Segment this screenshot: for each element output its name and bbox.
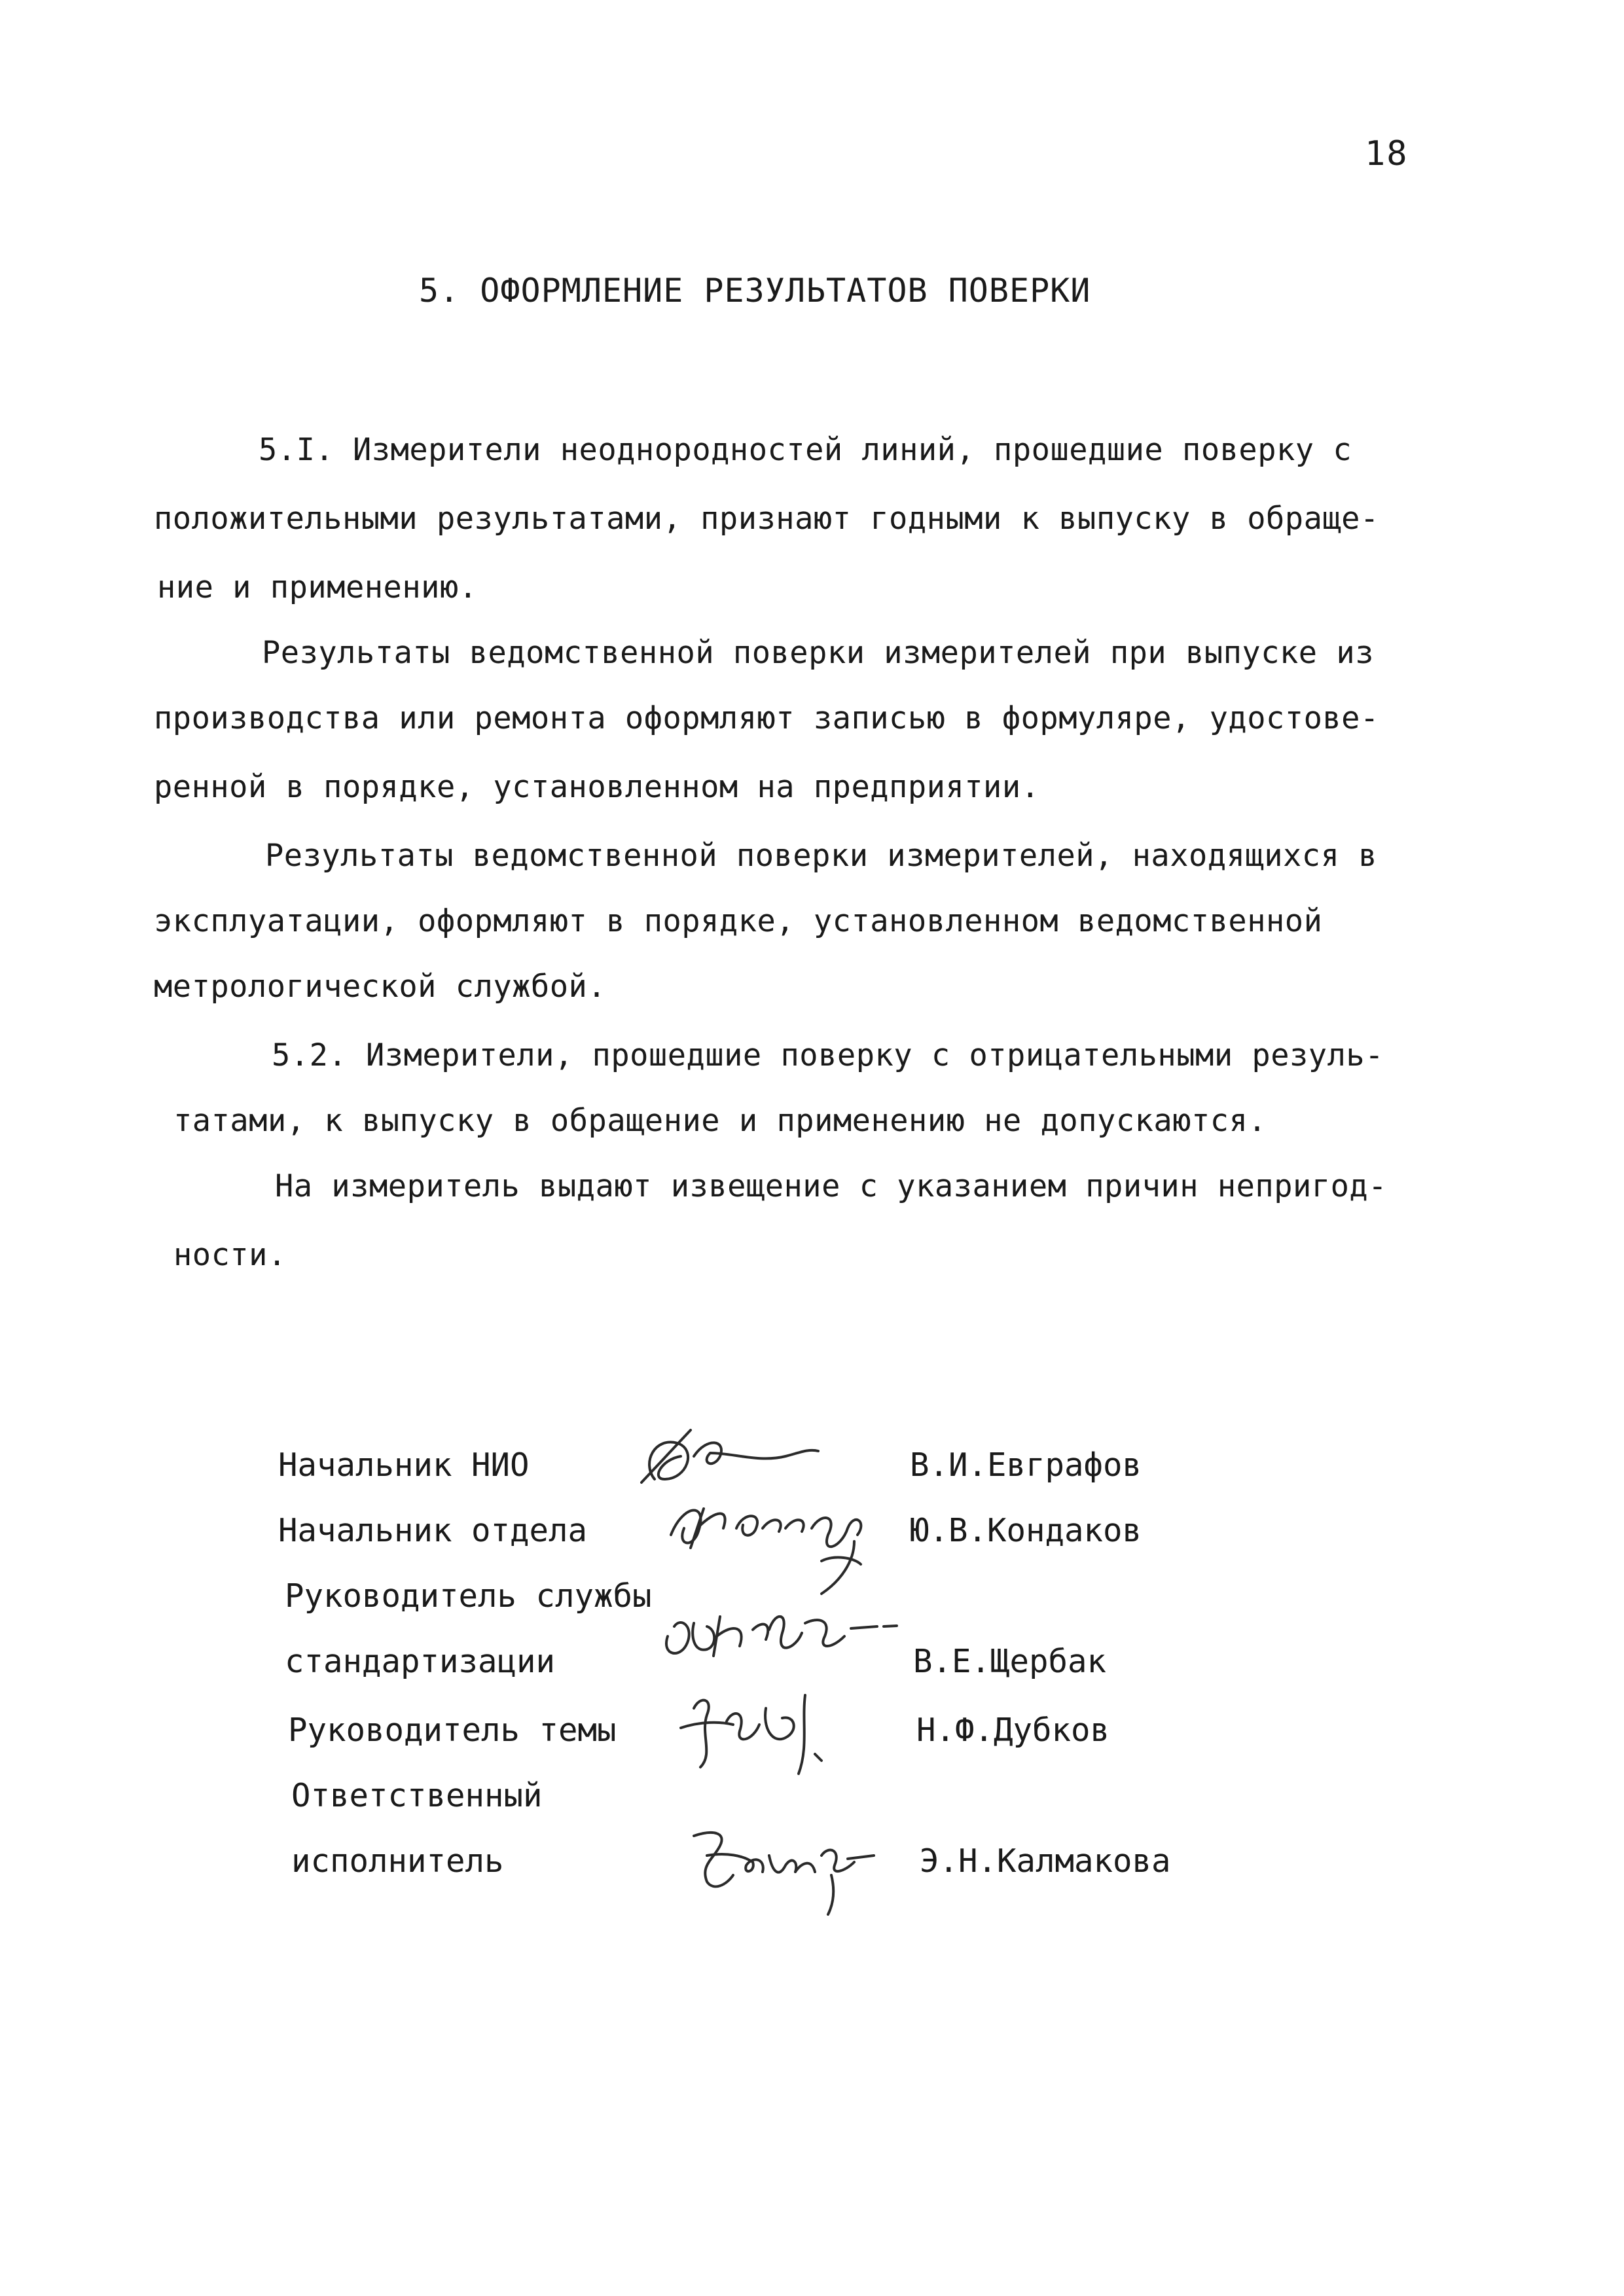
page-number: 18 — [1365, 134, 1409, 173]
signatory-3-title-line-1: Руководитель службы — [285, 1577, 652, 1615]
paragraph-3-line-1: Результаты ведомственной поверки измерителей, находящихся в — [265, 838, 1377, 874]
paragraph-5-line-1: На измеритель выдают извещение с указанием причин непригод- — [275, 1168, 1387, 1204]
paragraph-5-line-2: ности. — [173, 1237, 287, 1273]
signatory-1-title: Начальник НИО — [278, 1446, 530, 1484]
paragraph-2-line-3: ренной в порядке, установленном на предприятии. — [154, 769, 1040, 805]
signatory-1-name: В.И.Евграфов — [910, 1446, 1142, 1484]
signatory-4-title: Руководитель темы — [288, 1712, 617, 1749]
signature-2-mark — [658, 1482, 907, 1616]
paragraph-2-line-2: производства или ремонта оформляют записью в формуляре, удостове- — [154, 700, 1379, 736]
paragraph-2-line-1: Результаты ведомственной поверки измерителей при выпуске из — [262, 635, 1374, 671]
paragraph-3-line-3: метрологической службой. — [154, 969, 607, 1005]
paragraph-1-line-2: положительными результатами, признают годными к выпуску в обраще- — [154, 501, 1379, 537]
signatory-2-name: Ю.В.Кондаков — [910, 1512, 1142, 1549]
signatory-3-title-line-2: стандартизации — [285, 1643, 556, 1680]
signatory-4-name: Н.Ф.Дубков — [916, 1712, 1110, 1749]
signature-3-mark — [655, 1597, 903, 1678]
paragraph-3-line-2: эксплуатации, оформляют в порядке, установленном ведомственной — [154, 903, 1323, 939]
signature-4-mark — [674, 1682, 844, 1789]
signatory-5-title-line-2: исполнитель — [291, 1842, 504, 1880]
signatory-5-title-line-1: Ответственный — [291, 1777, 543, 1814]
signatory-3-name: В.Е.Щербак — [913, 1643, 1107, 1680]
paragraph-1-line-1: 5.I. Измерители неоднородностей линий, прошедшие поверку с — [259, 432, 1352, 468]
paragraph-1-line-3: ние и применению. — [157, 569, 478, 605]
paragraph-4-line-1: 5.2. Измерители, прошедшие поверку с отрицательными резуль- — [272, 1037, 1384, 1073]
section-title: 5. ОФОРМЛЕНИЕ РЕЗУЛЬТАТОВ ПОВЕРКИ — [419, 272, 1091, 310]
paragraph-4-line-2: татами, к выпуску в обращение и применению не допускаются. — [173, 1103, 1267, 1139]
signatory-2-title: Начальник отдела — [278, 1512, 588, 1549]
signatory-5-name: Э.Н.Калмакова — [920, 1842, 1171, 1880]
signature-5-mark — [681, 1816, 877, 1924]
